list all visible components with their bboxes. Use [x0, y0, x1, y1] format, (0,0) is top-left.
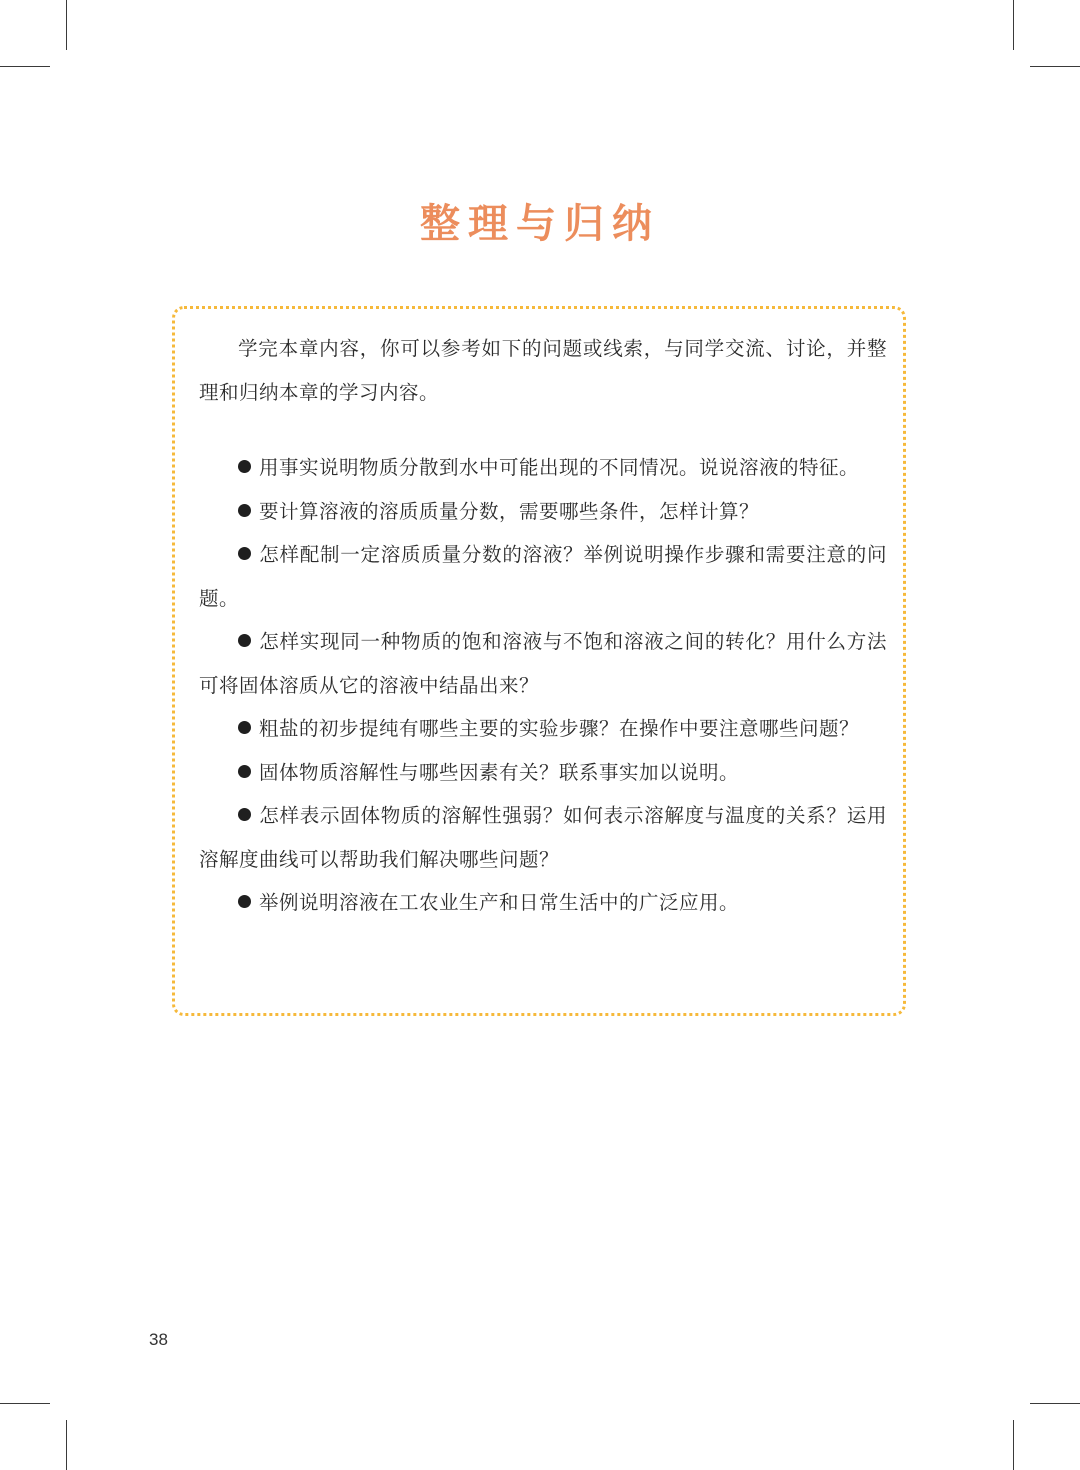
crop-mark [0, 66, 50, 67]
list-item [199, 794, 887, 881]
bullet-icon [238, 895, 251, 908]
page-number: 38 [149, 1330, 168, 1349]
list-item-text: 怎样配制一定溶质质量分数的溶液？举例说明操作步骤和需要注意的问题。 [199, 543, 887, 610]
list-item [199, 490, 887, 534]
list-item-text: 怎样实现同一种物质的饱和溶液与不饱和溶液之间的转化？用什么方法可将固体溶质从它的溶液中结晶出来？ [199, 630, 887, 697]
list-item [199, 751, 887, 795]
list-item [199, 446, 887, 490]
list-item-text: 要计算溶液的溶质质量分数，需要哪些条件，怎样计算？ [259, 499, 760, 523]
bullet-icon [238, 634, 251, 647]
list-item [199, 620, 887, 707]
list-item-text: 举例说明溶液在工农业生产和日常生活中的广泛应用。 [259, 891, 740, 914]
intro-paragraph: 学完本章内容，你可以参考如下的问题或线索，与同学交流、讨论，并整理和归纳本章的学习内容。 [199, 337, 887, 404]
bullet-icon [238, 765, 251, 778]
bullet-icon [238, 808, 251, 821]
list-item-text: 怎样表示固体物质的溶解性强弱？如何表示溶解度与温度的关系？运用溶解度曲线可以帮助我们解决哪些问题？ [199, 804, 887, 871]
bullet-icon [238, 547, 251, 560]
crop-mark [1013, 0, 1014, 50]
list-item [199, 881, 887, 925]
summary-content [199, 327, 887, 925]
bullet-icon [238, 460, 251, 473]
crop-mark [66, 1420, 67, 1470]
page-title: 整理与归纳 [420, 201, 660, 247]
crop-mark [1013, 1420, 1014, 1470]
crop-mark [1030, 1403, 1080, 1404]
list-item-text: 粗盐的初步提纯有哪些主要的实验步骤？在操作中要注意哪些问题？ [259, 717, 860, 740]
summary-box [172, 306, 906, 1016]
crop-mark [66, 0, 67, 50]
list-item [199, 533, 887, 620]
list-item-text: 固体物质溶解性与哪些因素有关？联系事实加以说明。 [259, 760, 740, 784]
bullet-icon [238, 504, 251, 517]
crop-mark [0, 1403, 50, 1404]
bullet-icon [238, 721, 251, 734]
list-item [199, 707, 887, 751]
list-item-text: 用事实说明物质分散到水中可能出现的不同情况。说说溶液的特征。 [259, 456, 860, 479]
crop-mark [1030, 66, 1080, 67]
